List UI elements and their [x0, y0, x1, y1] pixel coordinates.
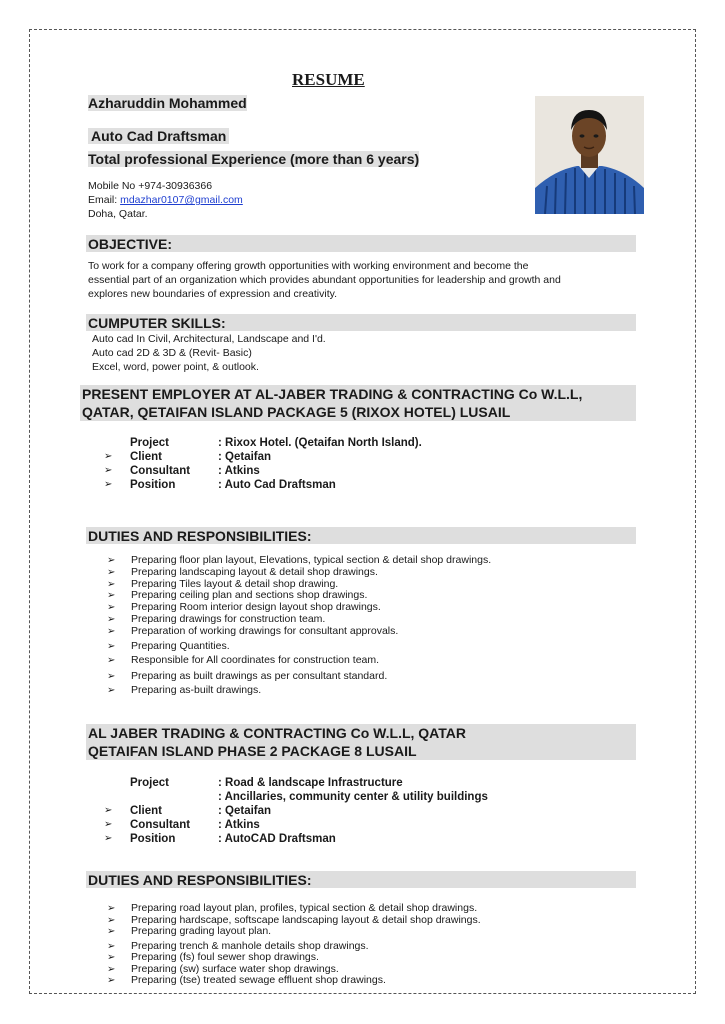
employer2-details: [104, 777, 488, 847]
detail-value: : Atkins: [218, 819, 260, 831]
detail-row-client: [104, 451, 422, 465]
detail-key: Project: [130, 777, 169, 789]
detail-value: : Auto Cad Draftsman: [218, 479, 336, 491]
email-link[interactable]: mdazhar0107@gmail.com: [120, 194, 243, 206]
bullet-arrow-icon: ➢: [107, 640, 116, 652]
detail-key: Position: [130, 833, 176, 845]
bullet-arrow-icon: ➢: [107, 975, 116, 986]
bullet-arrow-icon: ➢: [107, 963, 116, 975]
email-label: Email:: [88, 194, 121, 206]
detail-key: [130, 791, 218, 805]
bullet-arrow-icon: ➢: [107, 684, 116, 696]
duty-item: ➢ Preparing as-built drawings.: [107, 683, 262, 696]
detail-row-position: [104, 479, 422, 493]
duty-item: ➢ Preparing Room interior design layout shop drawings.: [107, 601, 381, 614]
detail-row-project-cont: [104, 791, 488, 805]
resume-title: RESUME: [292, 70, 365, 89]
duty-item: ➢ Preparing (sw) surface water shop drawings.: [107, 962, 339, 975]
bullet-arrow-icon: ➢: [107, 602, 116, 614]
skills-heading: CUMPUTER SKILLS:: [88, 315, 226, 331]
detail-key: Client: [130, 805, 162, 817]
bullet-arrow-icon: ➢: [104, 451, 113, 462]
detail-row-client: [104, 805, 488, 819]
detail-value: : Qetaifan: [218, 451, 272, 463]
detail-value: : Road & landscape Infrastructure: [218, 777, 403, 789]
detail-key: Client: [130, 451, 162, 463]
bullet-arrow-icon: ➢: [107, 578, 116, 590]
bullet-arrow-icon: ➢: [107, 952, 116, 963]
duty-item: ➢ Preparing Tiles layout & detail shop drawing.: [107, 577, 339, 590]
duty-item: ➢ Preparing Quantities.: [107, 639, 230, 652]
bullet-arrow-icon: ➢: [107, 940, 116, 952]
duty-item: ➢ Preparing hardscape, softscape landscaping layout & detail shop drawings.: [107, 913, 481, 926]
duty-item: ➢ Preparing floor plan layout, Elevations, typical section & detail shop drawings.: [107, 554, 492, 566]
bullet-arrow-icon: [104, 437, 130, 451]
duties1-list: [107, 555, 491, 697]
objective-heading: OBJECTIVE:: [88, 236, 173, 252]
employer1-heading-line-2: QATAR, QETAIFAN ISLAND PACKAGE 5 (RIXOX HOTEL) LUSAIL: [82, 404, 511, 420]
mobile-number: Mobile No +974-30936366: [88, 180, 213, 192]
email-line: [88, 194, 243, 208]
bullet-arrow-icon: ➢: [107, 671, 116, 683]
bullet-arrow-icon: ➢: [107, 903, 116, 914]
employer2-heading-line-1: AL JABER TRADING & CONTRACTING Co W.L.L, QATAR: [88, 725, 466, 741]
duty-item: ➢ Preparing road layout plan, profiles, typical section & detail shop drawings.: [107, 902, 478, 914]
detail-key: Consultant: [130, 465, 191, 477]
duty-item: ➢ Preparing grading layout plan.: [107, 925, 272, 937]
duties2-list: [107, 903, 481, 987]
employer1-details: [104, 437, 422, 493]
detail-row-project: [104, 777, 488, 791]
skill-item: Auto cad In Civil, Architectural, Landscape and I'd.: [92, 333, 326, 345]
duty-item: ➢ Preparing (tse) treated sewage effluent shop drawings.: [107, 974, 386, 986]
duty-item: ➢ Preparing trench & manhole details shop drawings.: [107, 939, 369, 952]
duties2-heading: DUTIES AND RESPONSIBILITIES:: [88, 872, 312, 888]
bullet-arrow-icon: ➢: [107, 590, 116, 602]
experience-summary: Total professional Experience (more than 6 years): [88, 151, 420, 167]
bullet-arrow-icon: ➢: [107, 613, 116, 625]
duty-item: ➢ Preparing ceiling plan and sections shop drawings.: [107, 589, 368, 602]
detail-value: : AutoCAD Draftsman: [218, 833, 336, 845]
duty-item: ➢ Preparing landscaping layout & detail shop drawings.: [107, 565, 378, 578]
bullet-arrow-icon: ➢: [107, 555, 116, 566]
detail-key: Project: [130, 437, 169, 449]
bullet-arrow-icon: ➢: [107, 625, 116, 637]
duty-item: ➢ Responsible for All coordinates for construction team.: [107, 654, 380, 667]
location: Doha, Qatar.: [88, 208, 148, 220]
skill-item: Auto cad 2D & 3D & (Revit- Basic): [92, 347, 252, 359]
profile-photo: [535, 96, 644, 214]
bullet-arrow-icon: ➢: [104, 465, 113, 476]
bullet-arrow-icon: [104, 791, 130, 805]
detail-row-project: [104, 437, 422, 451]
duty-item: ➢ Preparing drawings for construction team.: [107, 612, 326, 625]
bullet-arrow-icon: ➢: [107, 566, 116, 578]
employer2-heading-line-2: QETAIFAN ISLAND PHASE 2 PACKAGE 8 LUSAIL: [88, 743, 417, 759]
detail-row-consultant: [104, 819, 488, 833]
employer1-heading-line-1: PRESENT EMPLOYER AT AL-JABER TRADING & CONTRACTING Co W.L.L,: [82, 386, 583, 402]
skill-item: Excel, word, power point, & outlook.: [92, 361, 259, 373]
objective-line-3: explores new boundaries of expression and creativity.: [88, 288, 338, 300]
bullet-arrow-icon: ➢: [107, 655, 116, 667]
detail-value: : Ancillaries, community center & utility buildings: [218, 791, 488, 803]
duty-item: ➢ Preparation of working drawings for consultant approvals.: [107, 624, 399, 637]
detail-value: : Qetaifan: [218, 805, 272, 817]
job-role: Auto Cad Draftsman: [88, 128, 229, 144]
bullet-arrow-icon: ➢: [104, 833, 113, 844]
bullet-arrow-icon: ➢: [104, 479, 113, 490]
duty-item: ➢ Preparing (fs) foul sewer shop drawings.: [107, 951, 319, 963]
objective-line-1: To work for a company offering growth opportunities with working environment and become the: [88, 260, 529, 272]
detail-row-consultant: [104, 465, 422, 479]
duties1-heading: DUTIES AND RESPONSIBILITIES:: [88, 528, 312, 544]
bullet-arrow-icon: ➢: [104, 805, 113, 816]
detail-key: Position: [130, 479, 176, 491]
bullet-arrow-icon: [104, 777, 130, 791]
detail-value: : Rixox Hotel. (Qetaifan North Island).: [218, 437, 422, 449]
objective-line-2: essential part of an organization which provides abundant opportunities for leadership and growth and: [88, 274, 561, 286]
detail-value: : Atkins: [218, 465, 260, 477]
duty-item: ➢ Preparing as built drawings as per consultant standard.: [107, 670, 388, 683]
detail-key: Consultant: [130, 819, 191, 831]
candidate-name: Azharuddin Mohammed: [88, 95, 247, 111]
detail-row-position: [104, 833, 488, 847]
portrait-image: [535, 96, 644, 214]
bullet-arrow-icon: ➢: [107, 926, 116, 937]
bullet-arrow-icon: ➢: [107, 914, 116, 926]
bullet-arrow-icon: ➢: [104, 819, 113, 830]
